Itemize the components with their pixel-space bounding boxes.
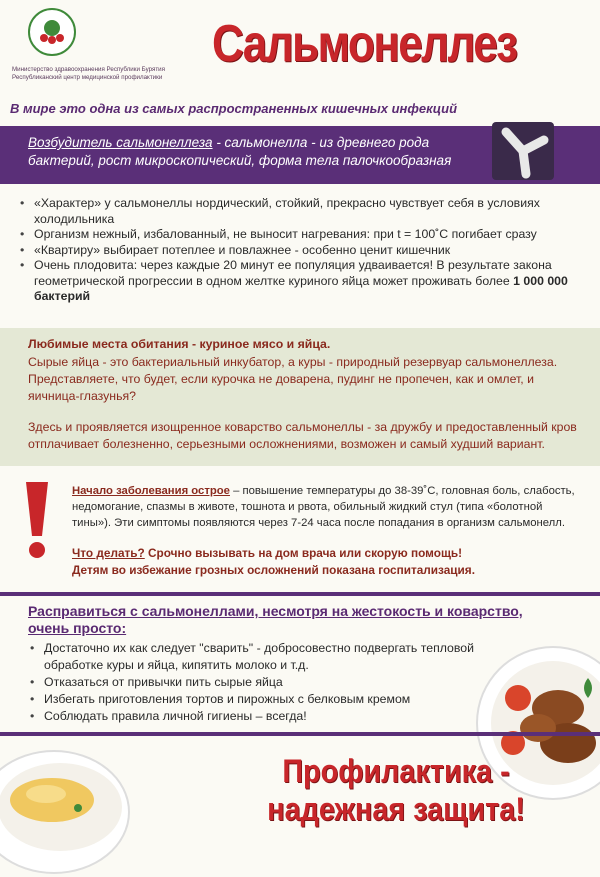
- facts-list: [18, 196, 588, 305]
- fact-item: [18, 258, 588, 305]
- fact-item: • «Квартиру» выбирает потеплее и повлажнее - особенно ценит кишечник: [18, 243, 588, 259]
- intro-rest: - сальмонелла - из древнего рода бактерий, рост микроскопический, форма тела палочкообразная: [28, 135, 452, 168]
- action-line-2: Детям во избежание грозных осложнений показана госпитализация.: [72, 563, 475, 577]
- page-title: Сальмонеллез: [212, 15, 517, 73]
- onset-description: – повышение температуры до 38-39˚С, головная боль, слабость, недомогание, спазмы в животе, тошнота и рвота, обильный жидкий стул (типа «болотной тины»). Эти симптомы появляются через 7-24 часа после попадания в организм сальмонелл.: [72, 485, 575, 529]
- prevention-list: [28, 640, 498, 725]
- prevention-heading: Расправиться с сальмонеллами, несмотря на жестокость и коварство, очень просто:: [28, 603, 523, 636]
- logo: [28, 8, 76, 56]
- divider: [0, 592, 600, 596]
- onset-text: [72, 483, 582, 531]
- org-line-2: Республиканский центр медицинской профилактики: [12, 74, 163, 81]
- habitat-paragraph-2: Здесь и проявляется изощренное коварство сальмонеллы - за дружбу и предоставленный кров отплачивает болезненно, серьезными осложнениями, возможен и самый худший вариант.: [28, 420, 577, 451]
- action-block: [72, 545, 582, 579]
- habitat-paragraph-1: Сырые яйца - это бактериальный инкубатор, а куры - природный резервуар сальмонеллеза. Представляете, что будет, если курочка не доварена, пудинг не пропечен, как и омлет, и яичница-глазунья?: [28, 355, 558, 403]
- intro-underlined: Возбудитель сальмонеллеза: [28, 135, 213, 150]
- bottom-divider: [0, 732, 600, 736]
- prevention-item: • Отказаться от привычки пить сырые яйца: [28, 674, 498, 691]
- bacteria-image: [488, 118, 558, 184]
- fact-bold: 1 000 000 бактерий: [34, 273, 568, 303]
- prevention-item: • Соблюдать правила личной гигиены – всегда!: [28, 708, 498, 725]
- slogan-line-2: надежная защита!: [267, 791, 525, 827]
- action-question: Что делать?: [72, 546, 145, 560]
- organization-name: [12, 66, 217, 82]
- fact-text: Очень плодовита: через каждые 20 минут ее популяция удваивается! В результате закона геометрической прогрессии в одном желтке куриного яйца может проживать более: [34, 258, 552, 288]
- slogan-line-1: Профилактика -: [282, 753, 510, 789]
- onset-label: Начало заболевания острое: [72, 485, 230, 497]
- exclamation-icon: [22, 480, 52, 560]
- slogan: [216, 752, 576, 828]
- prevention-item: • Избегать приготовления тортов и пирожных с белковым кремом: [28, 691, 498, 708]
- habitat-heading: Любимые места обитания - куриное мясо и яйца.: [28, 337, 331, 351]
- fact-item: • «Характер» у сальмонеллы нордический, стойкий, прекрасно чувствует себя в условиях холодильника: [18, 196, 588, 227]
- omelette-plate-image: [0, 752, 128, 872]
- prevention-item: • Достаточно их как следует "сварить" - добросовестно подвергать тепловой обработке куры и яйца, кипятить молоко и т.д.: [28, 640, 498, 674]
- org-line-1: Министерство здравоохранения Республики Бурятия: [12, 66, 165, 73]
- fact-item: • Организм нежный, избалованный, не выносит нагревания: при t = 100˚C погибает сразу: [18, 227, 588, 243]
- intro-text: [28, 134, 478, 170]
- action-answer: Срочно вызывать на дом врача или скорую помощь!: [144, 546, 463, 560]
- subtitle: В мире это одна из самых распространенных кишечных инфекций: [10, 101, 458, 116]
